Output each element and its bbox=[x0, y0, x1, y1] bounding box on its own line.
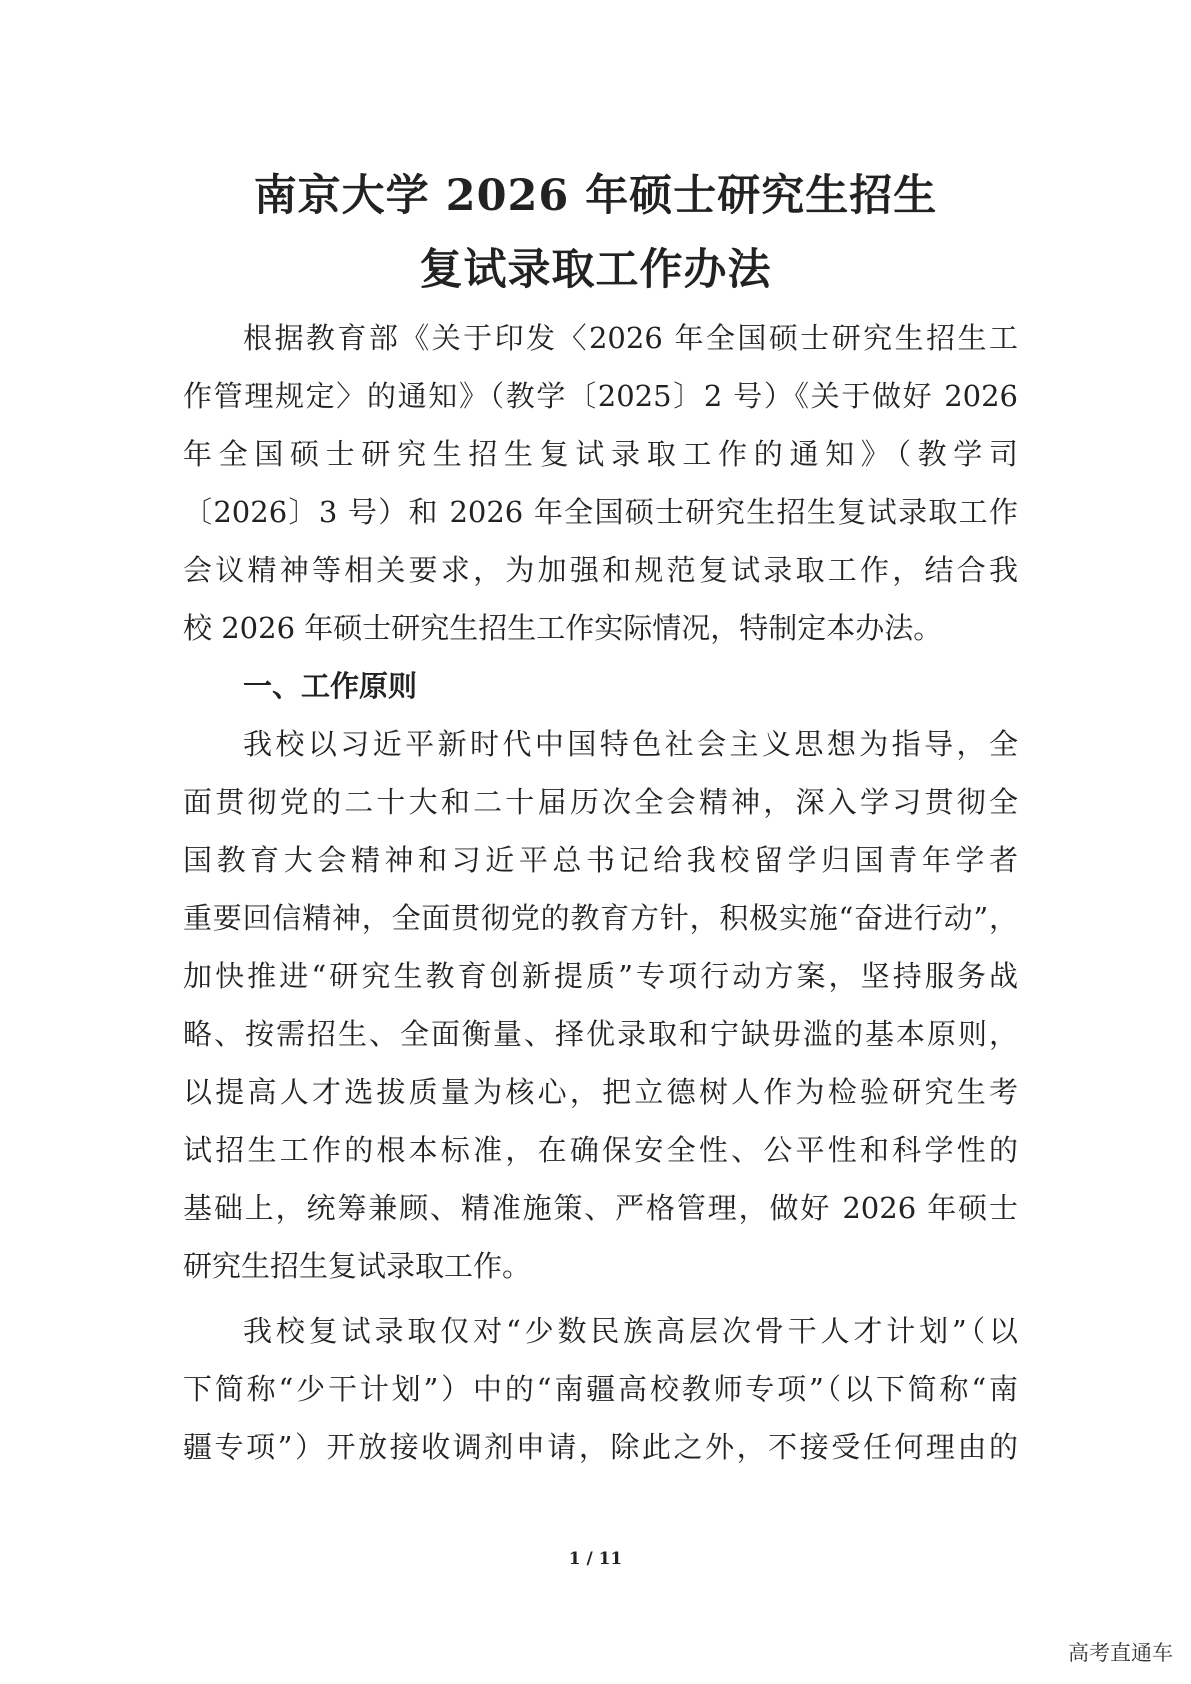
paragraph-2-line: 基础上，统筹兼顾、精准施策、严格管理，做好 2026 年硕士 bbox=[183, 1191, 1018, 1225]
document-title-line-1: 南京大学 2026 年硕士研究生招生 bbox=[253, 171, 938, 221]
paragraph-2-line: 以提高人才选拔质量为核心，把立德树人作为检验研究生考 bbox=[183, 1075, 1018, 1109]
paragraph-3-line: 我校复试录取仅对“少数民族高层次骨干人才计划”（以 bbox=[243, 1314, 1018, 1348]
paragraph-1-line: 会议精神等相关要求，为加强和规范复试录取工作，结合我 bbox=[183, 553, 1018, 587]
paragraph-1-line: 校 2026 年硕士研究生招生工作实际情况，特制定本办法。 bbox=[183, 611, 943, 645]
paragraph-3-line: 疆专项”）开放接收调剂申请，除此之外，不接受任何理由的 bbox=[183, 1430, 1018, 1464]
watermark-text: 高考直通车 bbox=[1068, 1641, 1173, 1665]
paragraph-2-line: 重要回信精神，全面贯彻党的教育方针，积极实施“奋进行动”， bbox=[183, 901, 1018, 935]
paragraph-1-line: 根据教育部《关于印发〈2026 年全国硕士研究生招生工 bbox=[243, 321, 1018, 355]
section-heading: 一、工作原则 bbox=[243, 669, 418, 703]
paragraph-2-line: 研究生招生复试录取工作。 bbox=[183, 1249, 532, 1283]
paragraph-2-line: 加快推进“研究生教育创新提质”专项行动方案，坚持服务战 bbox=[183, 959, 1018, 993]
document-title-line-2: 复试录取工作办法 bbox=[419, 245, 772, 295]
paragraph-2-line: 面贯彻党的二十大和二十届历次全会精神，深入学习贯彻全 bbox=[183, 785, 1018, 819]
paragraph-1-line: 〔2026〕3 号）和 2026 年全国硕士研究生招生复试录取工作 bbox=[183, 495, 1018, 529]
paragraph-2-line: 我校以习近平新时代中国特色社会主义思想为指导，全 bbox=[243, 727, 1018, 761]
paragraph-1-line: 年全国硕士研究生招生复试录取工作的通知》（教学司 bbox=[183, 437, 1018, 471]
page-number: 1 / 11 bbox=[568, 1549, 623, 1569]
paragraph-2-line: 国教育大会精神和习近平总书记给我校留学归国青年学者 bbox=[183, 843, 1018, 877]
paragraph-2-line: 试招生工作的根本标准，在确保安全性、公平性和科学性的 bbox=[183, 1133, 1018, 1167]
paragraph-2-line: 略、按需招生、全面衡量、择优录取和宁缺毋滥的基本原则， bbox=[183, 1017, 1018, 1051]
paragraph-3-line: 下简称“少干计划”）中的“南疆高校教师专项”（以下简称“南 bbox=[183, 1372, 1018, 1406]
paragraph-1-line: 作管理规定〉的通知》（教学〔2025〕2 号）《关于做好 2026 bbox=[183, 379, 1018, 413]
